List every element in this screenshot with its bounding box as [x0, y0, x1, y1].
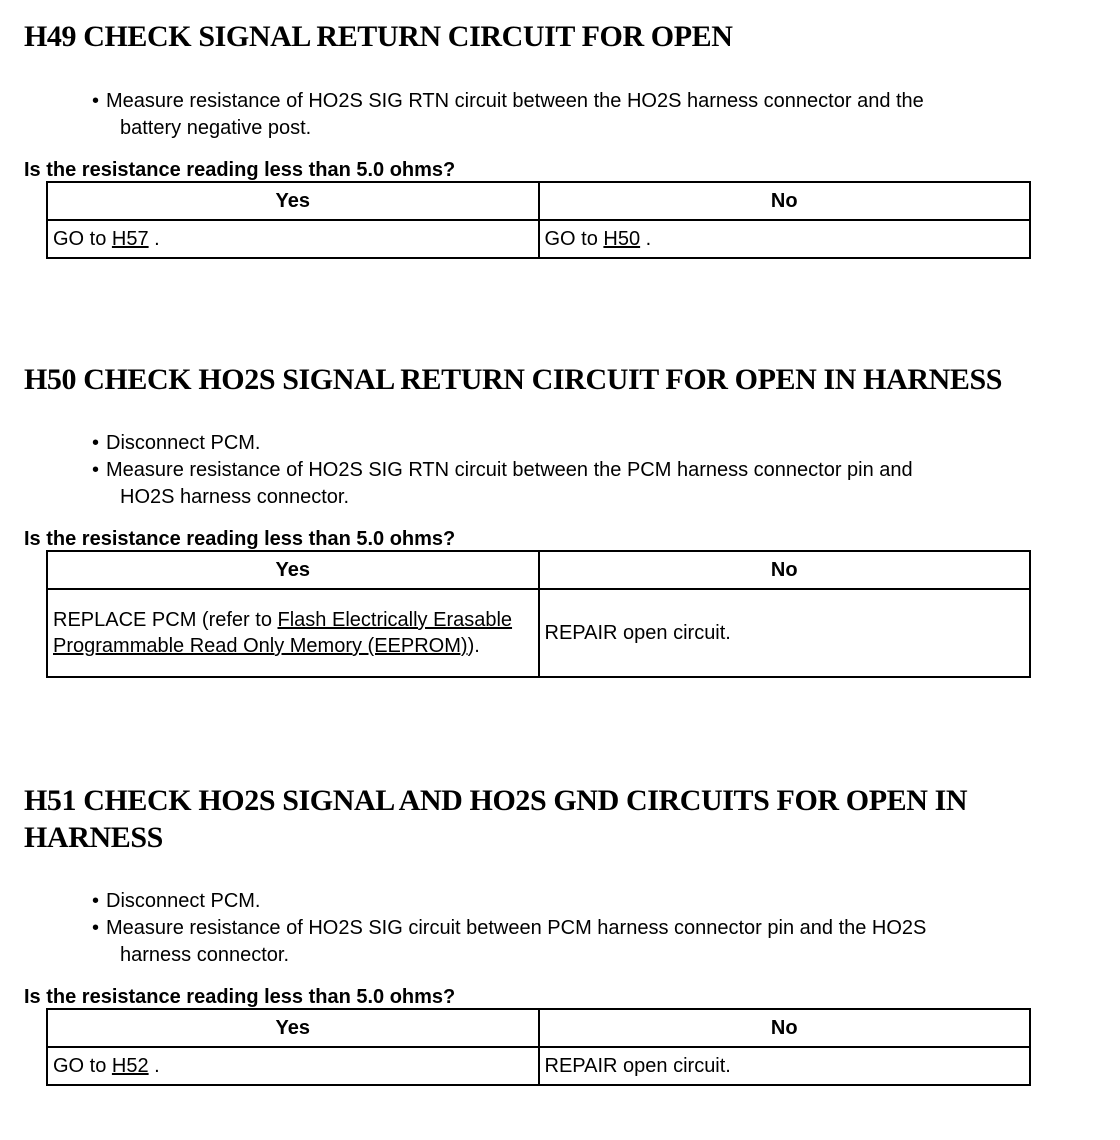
bullet-icon: •: [92, 432, 100, 454]
link-h52[interactable]: H52: [111, 1055, 149, 1077]
section-h49: [24, 18, 1104, 259]
section-heading: H50 CHECK HO2S SIGNAL RETURN CIRCUIT FOR OPEN IN HARNESS: [24, 363, 1003, 396]
no-cell: REPAIR open circuit.: [539, 589, 1031, 677]
section-heading: H51 CHECK HO2S SIGNAL AND HO2S GND CIRCUITS FOR OPEN IN HARNESS: [24, 784, 968, 854]
yes-header: Yes: [47, 1009, 539, 1047]
step-list: [24, 430, 1104, 511]
result-table: [46, 1008, 1031, 1086]
section-h50: [24, 361, 1104, 678]
table-row: [47, 589, 1030, 677]
yes-cell: GO to H52 .: [47, 1047, 539, 1085]
yes-header: Yes: [47, 182, 539, 220]
bullet-icon: •: [92, 90, 100, 112]
step-item: [92, 888, 1051, 915]
link-h57[interactable]: H57: [111, 228, 149, 250]
link-eeprom[interactable]: Flash Electrically Erasable Programmable Read Only Memory (EEPROM): [53, 609, 513, 657]
yes-header: Yes: [47, 551, 539, 589]
question-text: Is the resistance reading less than 5.0 ohms?: [24, 528, 456, 550]
yes-cell: REPLACE PCM (refer to Flash Electrically Erasable Programmable Read Only Memory (EEPROM)).: [47, 589, 539, 677]
step-text: Disconnect PCM.: [106, 432, 261, 454]
step-text: Measure resistance of HO2S SIG RTN circuit between the PCM harness connector pin and: [106, 459, 913, 481]
section-heading: H49 CHECK SIGNAL RETURN CIRCUIT FOR OPEN: [24, 20, 733, 53]
step-item: [92, 430, 1051, 457]
result-table: [46, 550, 1031, 678]
yes-cell: GO to H57 .: [47, 220, 539, 258]
question-text: Is the resistance reading less than 5.0 ohms?: [24, 986, 456, 1008]
table-row: [47, 1047, 1030, 1085]
bullet-icon: •: [92, 459, 100, 481]
bullet-icon: •: [92, 890, 100, 912]
table-row: [47, 220, 1030, 258]
step-item: [92, 915, 1051, 969]
section-h51: [24, 782, 1104, 1086]
step-list: [24, 88, 1104, 142]
no-header: No: [539, 551, 1031, 589]
link-h50[interactable]: H50: [603, 228, 641, 250]
step-item: [92, 88, 1051, 142]
no-header: No: [539, 1009, 1031, 1047]
no-cell: GO to H50 .: [539, 220, 1031, 258]
result-table: [46, 181, 1031, 259]
step-text-continuation: battery negative post.: [120, 117, 312, 139]
step-text: Measure resistance of HO2S SIG RTN circuit between the HO2S harness connector and the: [106, 90, 924, 112]
bullet-icon: •: [92, 917, 100, 939]
step-text-continuation: HO2S harness connector.: [120, 486, 350, 508]
step-text: Measure resistance of HO2S SIG circuit between PCM harness connector pin and the HO2S: [106, 917, 927, 939]
step-text-continuation: harness connector.: [120, 944, 289, 966]
step-item: [92, 457, 1051, 511]
no-cell: REPAIR open circuit.: [539, 1047, 1031, 1085]
step-text: Disconnect PCM.: [106, 890, 261, 912]
no-header: No: [539, 182, 1031, 220]
step-list: [24, 888, 1104, 969]
question-text: Is the resistance reading less than 5.0 ohms?: [24, 159, 456, 181]
